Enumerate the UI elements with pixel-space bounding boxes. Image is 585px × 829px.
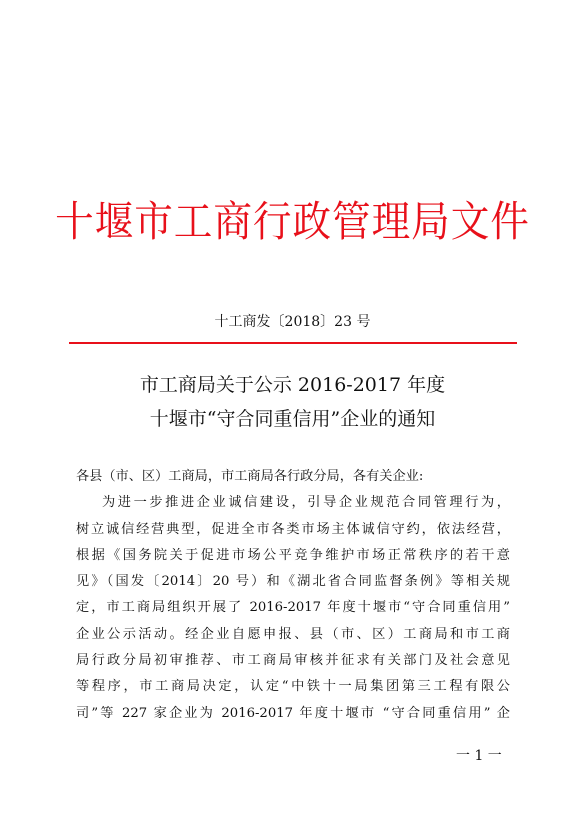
red-divider-line <box>69 342 517 344</box>
agency-title: 十堰市工商行政管理局文件 <box>55 197 530 246</box>
notice-title-line-1: 市工商局关于公示 2016-2017 年度 <box>139 374 446 396</box>
body-line: 为进一步推进企业诚信建设，引导企业规范合同管理行为， <box>102 495 510 511</box>
body-line: 树立诚信经营典型，促进全市各类市场主体诚信守约，依法经营， <box>76 521 510 537</box>
salutation-line: 各县（市、区）工商局，市工商局各行政分局，各有关企业: <box>76 469 424 484</box>
document-number: 十工商发〔2018〕23 号 <box>214 314 371 330</box>
body-line: 根据《国务院关于促进市场公平竞争维护市场正常秩序的若干意 <box>76 547 510 563</box>
body-line: 等程序，市工商局决定，认定“中铁十一局集团第三工程有限公 <box>76 679 510 695</box>
page-number: 一 1 一 <box>456 748 502 764</box>
body-line: 局行政分局初审推荐、市工商局审核并征求有关部门及社会意见 <box>76 653 510 669</box>
notice-title-line-2: 十堰市“守合同重信用”企业的通知 <box>149 408 436 430</box>
body-line: 司”等 227 家企业为 2016-2017 年度十堰市 “守合同重信用” 企 <box>76 705 510 721</box>
body-line: 企业公示活动。经企业自愿申报、县（市、区）工商局和市工商 <box>76 626 510 642</box>
body-line: 见》（国发〔2014〕20 号）和《湖北省合同监督条例》等相关规 <box>76 574 510 590</box>
notice-body <box>76 464 510 727</box>
body-line: 定，市工商局组织开展了 2016-2017 年度十堰市“守合同重信用” <box>76 600 510 616</box>
